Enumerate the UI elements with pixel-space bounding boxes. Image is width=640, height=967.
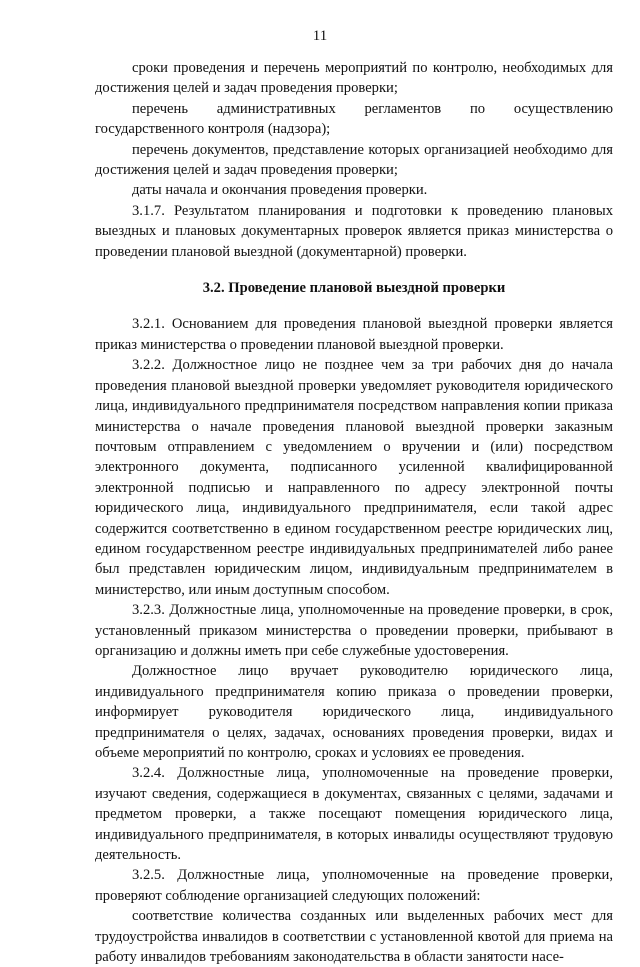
section-heading: 3.2. Проведение плановой выездной проверки xyxy=(202,280,506,297)
paragraph: 3.2.5. Должностные лица, уполномоченные на проведение проверки, проверяют соблюдение организацией следующих положений: xyxy=(95,867,613,904)
paragraph: 3.2.4. Должностные лица, уполномоченные на проведение проверки, изучают сведения, содержащиеся в документах, связанных с целями, задачами и предметом проверки, а также посещают помещения юридического лица, индивидуального предпринимателя, в которых инвалиды осуществляют трудовую деятельность. xyxy=(95,765,613,864)
paragraph: 3.2.1. Основанием для проведения плановой выездной проверки является приказ министерства о проведении плановой выездной проверки. xyxy=(95,316,613,353)
paragraph: перечень административных регламентов по осуществлению государственного контроля (надзора); xyxy=(95,100,613,138)
paragraph: соответствие количества созданных или выделенных рабочих мест для трудоустройства инвалидов в соответствии с установленной квотой для приема на работу инвалидов требованиям законодательства в области занятости насе- xyxy=(95,908,613,966)
paragraph: Должностное лицо вручает руководителю юридического лица, индивидуального предпринимателя копию приказа о проведении проверки, информирует руководителя юридического лица, индивидуального предпринимателя о целях, задачах, основаниях проведения проверки, видах и объеме мероприятий по контролю, сроках и условиях ее проведения. xyxy=(95,663,613,761)
paragraph: 3.2.2. Должностное лицо не позднее чем за три рабочих дня до начала проведения плановой выездной проверки уведомляет руководителя юридического лица, индивидуального предпринимателя посредством направления копии приказа министерства о начале проведения плановой выездной проверки заказным почтовым отправлением с уведомлением о вручении и (или) посредством электронного документа, подписанного усиленной квалифицированной электронной подписью и направленного по адресу электронной почты юридического лица, индивидуального предпринимателя, если такой адрес содержится соответственно в едином государственном реестре юридических лиц, едином государственном реестре индивидуальных предпринимателей либо ранее был представлен юридическим лицом, индивидуальным предпринимателем в министерство, или иным доступным способом. xyxy=(95,357,613,598)
paragraph: 3.2.3. Должностные лица, уполномоченные на проведение проверки, в срок, установленный приказом министерства о проведении проверки, прибывают в организацию и должны иметь при себе служебные удостоверения. xyxy=(95,602,613,659)
paragraph: сроки проведения и перечень мероприятий по контролю, необходимых для достижения целей и задач проведения проверки; xyxy=(95,60,613,97)
paragraph: перечень документов, представление которых организацией необходимо для достижения целей и задач проведения проверки; xyxy=(95,141,613,179)
page-number: 11 xyxy=(312,28,328,44)
document-body xyxy=(95,58,613,967)
paragraph: даты начала и окончания проведения проверки. xyxy=(132,182,428,199)
paragraph: 3.1.7. Результатом планирования и подготовки к проведению плановых выездных и плановых документарных проверок является приказ министерства о проведении плановой выездной (документарной) проверки. xyxy=(95,202,613,260)
